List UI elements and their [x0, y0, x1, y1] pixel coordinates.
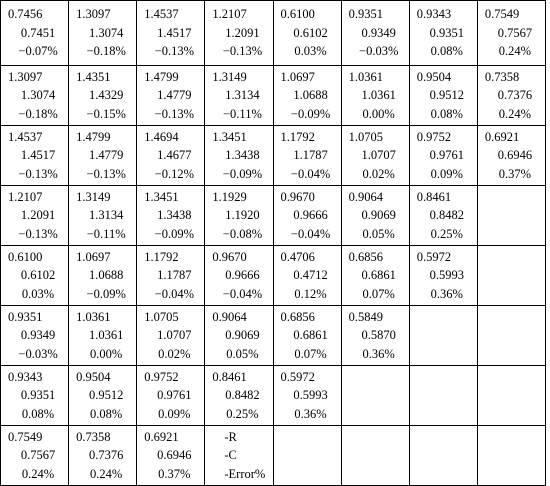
- value-cell: [341, 126, 409, 186]
- error-percent: −0.03%: [359, 44, 399, 59]
- error-percent: −0.04%: [222, 286, 263, 301]
- value-cell: [273, 1, 341, 66]
- c-value: 1.2091: [225, 25, 260, 40]
- r-value: 1.3097: [76, 7, 111, 22]
- r-value: 0.8461: [212, 369, 247, 384]
- legend-r-value: -R: [224, 429, 237, 444]
- value-cell: [137, 366, 205, 426]
- c-value: 0.9512: [89, 388, 124, 403]
- c-value: 1.4517: [157, 25, 192, 40]
- value-cell: [137, 426, 205, 486]
- value-cell: [205, 246, 273, 306]
- error-percent: 0.24%: [498, 44, 532, 59]
- value-cell: [409, 1, 477, 66]
- legend-c-value: -C: [224, 448, 237, 463]
- error-percent: −0.13%: [18, 226, 58, 241]
- c-value: 0.7376: [89, 448, 124, 463]
- r-value: 0.9343: [416, 7, 452, 22]
- r-value: 0.6100: [8, 249, 43, 264]
- value-cell: [205, 66, 273, 126]
- error-percent: −0.12%: [154, 166, 194, 181]
- error-percent: −0.04%: [290, 166, 331, 181]
- r-value: 1.3149: [212, 69, 247, 84]
- value-cell: [205, 1, 273, 66]
- error-percent: −0.13%: [18, 166, 58, 181]
- error-percent: 0.37%: [158, 466, 191, 481]
- c-value: 1.3438: [225, 148, 260, 163]
- value-cell: [1, 126, 69, 186]
- error-percent: 0.09%: [430, 166, 463, 181]
- value-cell: [273, 306, 341, 366]
- c-value: 0.9349: [20, 328, 56, 343]
- c-value: 0.6946: [497, 148, 533, 163]
- error-percent: −0.15%: [86, 106, 126, 121]
- value-cell: [137, 246, 205, 306]
- value-cell: [409, 66, 477, 126]
- c-value: 0.9069: [225, 328, 260, 343]
- empty-cell: [477, 306, 545, 366]
- r-value: 0.9752: [144, 369, 179, 384]
- table-row: [1, 126, 546, 186]
- r-value: 1.4799: [144, 69, 179, 84]
- c-value: 1.3074: [20, 88, 56, 103]
- c-value: 0.7451: [20, 25, 56, 40]
- r-value: 1.3451: [144, 189, 179, 204]
- r-value: 0.6921: [144, 429, 179, 444]
- value-cell: [69, 66, 137, 126]
- r-value: 0.9670: [280, 189, 315, 204]
- table-row: [1, 306, 546, 366]
- value-cell: [1, 186, 69, 246]
- error-percent: −0.09%: [154, 226, 194, 241]
- r-value: 1.4537: [8, 129, 43, 144]
- empty-cell: [409, 366, 477, 426]
- r-value: 0.9351: [8, 309, 43, 324]
- error-percent: −0.04%: [154, 286, 194, 301]
- r-value: 1.3097: [8, 69, 43, 84]
- value-cell: [1, 306, 69, 366]
- r-value: 0.5972: [416, 249, 452, 264]
- c-value: 1.0361: [89, 328, 124, 343]
- r-value: 0.9064: [348, 189, 383, 204]
- error-percent: 0.00%: [90, 346, 123, 361]
- r-value: 0.7358: [76, 429, 111, 444]
- r-value: 1.1792: [280, 129, 315, 144]
- r-value: 1.0705: [348, 129, 383, 144]
- r-value: 0.5972: [280, 369, 315, 384]
- error-percent: 0.24%: [21, 466, 55, 481]
- c-value: 0.5870: [361, 328, 396, 343]
- value-cell: [69, 426, 137, 486]
- value-cell: [205, 126, 273, 186]
- table-row: [1, 186, 546, 246]
- error-percent: 0.08%: [21, 406, 55, 421]
- empty-cell: [341, 366, 409, 426]
- r-value: 0.8461: [416, 189, 452, 204]
- c-value: 1.0688: [293, 88, 328, 103]
- error-percent: 0.08%: [430, 106, 463, 121]
- c-value: 0.8482: [429, 208, 464, 223]
- value-cell: [1, 66, 69, 126]
- error-percent: 0.25%: [430, 226, 463, 241]
- c-value: 1.4517: [20, 148, 56, 163]
- r-value: 1.3149: [76, 189, 111, 204]
- r-value: 1.4351: [76, 69, 111, 84]
- r-value: 0.6100: [280, 7, 315, 22]
- value-cell: [341, 66, 409, 126]
- c-value: 0.5993: [429, 268, 464, 283]
- error-percent: 0.05%: [362, 226, 395, 241]
- r-value: 1.4694: [144, 129, 179, 144]
- r-value: 0.9504: [416, 69, 452, 84]
- c-value: 0.6861: [293, 328, 328, 343]
- empty-cell: [409, 426, 477, 486]
- c-value: 0.7567: [20, 448, 56, 463]
- value-cell: [273, 366, 341, 426]
- error-percent: −0.08%: [222, 226, 263, 241]
- value-cell: [137, 186, 205, 246]
- value-cell: [69, 246, 137, 306]
- r-value: 1.0705: [144, 309, 179, 324]
- r-value: 0.6856: [348, 249, 383, 264]
- value-cell: [273, 66, 341, 126]
- c-value: 1.3134: [225, 88, 260, 103]
- c-value: 0.9761: [157, 388, 192, 403]
- r-value: 1.2107: [212, 7, 247, 22]
- error-percent: −0.09%: [86, 286, 126, 301]
- error-percent: −0.18%: [18, 106, 58, 121]
- r-value: 0.7358: [484, 69, 520, 84]
- value-cell: [137, 126, 205, 186]
- value-cell: [205, 186, 273, 246]
- c-value: 1.2091: [20, 208, 56, 223]
- error-percent: 0.24%: [498, 106, 532, 121]
- empty-cell: [341, 426, 409, 486]
- c-value: 1.3438: [157, 208, 192, 223]
- error-percent: 0.36%: [362, 346, 395, 361]
- value-cell: [409, 246, 477, 306]
- r-value: 1.0361: [76, 309, 111, 324]
- empty-cell: [273, 426, 341, 486]
- value-cell: [69, 1, 137, 66]
- r-value: 1.0697: [280, 69, 315, 84]
- c-value: 0.8482: [225, 388, 260, 403]
- error-percent: 0.25%: [226, 406, 259, 421]
- error-percent: 0.37%: [498, 166, 532, 181]
- c-value: 1.3134: [89, 208, 124, 223]
- value-cell: [1, 426, 69, 486]
- error-percent: 0.08%: [90, 406, 123, 421]
- c-value: 0.4712: [293, 268, 328, 283]
- r-value: 0.6921: [484, 129, 520, 144]
- r-value: 0.9351: [348, 7, 383, 22]
- c-value: 0.5993: [293, 388, 328, 403]
- value-cell: [341, 306, 409, 366]
- error-percent: 0.12%: [294, 286, 327, 301]
- value-cell: [273, 186, 341, 246]
- r-value: 1.4537: [144, 7, 179, 22]
- error-percent: 0.00%: [362, 106, 395, 121]
- error-percent: 0.02%: [158, 346, 191, 361]
- r-value: 1.2107: [8, 189, 43, 204]
- c-value: 0.9349: [361, 25, 396, 40]
- table-row: [1, 66, 546, 126]
- error-percent: −0.13%: [154, 44, 194, 59]
- c-value: 1.4779: [157, 88, 192, 103]
- c-value: 0.6102: [293, 25, 328, 40]
- c-value: 1.4779: [89, 148, 124, 163]
- error-percent: 0.24%: [90, 466, 123, 481]
- c-value: 1.4677: [157, 148, 192, 163]
- c-value: 0.9666: [293, 208, 328, 223]
- error-percent: 0.02%: [362, 166, 395, 181]
- error-percent: 0.36%: [430, 286, 463, 301]
- c-value: 1.0361: [361, 88, 396, 103]
- value-cell: [273, 126, 341, 186]
- r-value: 1.1792: [144, 249, 179, 264]
- c-value: 0.6946: [157, 448, 192, 463]
- c-value: 1.0688: [89, 268, 124, 283]
- empty-cell: [409, 306, 477, 366]
- c-value: 0.7376: [497, 88, 533, 103]
- r-value: 1.0361: [348, 69, 383, 84]
- value-cell: [341, 246, 409, 306]
- c-value: 1.1787: [157, 268, 192, 283]
- error-percent: −0.09%: [222, 166, 263, 181]
- r-value: 0.9343: [8, 369, 43, 384]
- r-value: 0.7549: [8, 429, 43, 444]
- r-value: 0.7456: [8, 7, 43, 22]
- error-percent: 0.07%: [362, 286, 395, 301]
- error-percent: −0.11%: [223, 106, 262, 121]
- table-row: [1, 426, 546, 486]
- error-percent: 0.07%: [294, 346, 327, 361]
- r-value: 1.1929: [212, 189, 247, 204]
- legend-cell: [205, 426, 273, 486]
- value-cell: [409, 126, 477, 186]
- value-cell: [69, 306, 137, 366]
- c-value: 1.3074: [89, 25, 124, 40]
- error-percent: −0.13%: [222, 44, 263, 59]
- c-value: 1.1787: [293, 148, 328, 163]
- value-cell: [477, 1, 545, 66]
- table-row: [1, 246, 546, 306]
- r-value: 0.9504: [76, 369, 111, 384]
- r-value: 1.3451: [212, 129, 247, 144]
- value-cell: [69, 366, 137, 426]
- empty-cell: [477, 246, 545, 306]
- r-value: 1.0697: [76, 249, 111, 264]
- error-percent: −0.07%: [18, 44, 58, 59]
- value-cell: [273, 246, 341, 306]
- empty-cell: [477, 366, 545, 426]
- value-cell: [477, 126, 545, 186]
- c-value: 1.0707: [157, 328, 192, 343]
- c-value: 0.9351: [429, 25, 464, 40]
- c-value: 1.4329: [89, 88, 124, 103]
- r-value: 0.9752: [416, 129, 452, 144]
- legend-error-percent: -Error%: [224, 466, 266, 481]
- empty-cell: [477, 186, 545, 246]
- r-value: 0.9064: [212, 309, 247, 324]
- error-percent: 0.03%: [294, 44, 327, 59]
- value-cell: [1, 366, 69, 426]
- value-cell: [1, 246, 69, 306]
- value-cell: [1, 1, 69, 66]
- c-value: 0.9666: [225, 268, 260, 283]
- error-percent: 0.05%: [226, 346, 259, 361]
- error-percent: 0.36%: [294, 406, 327, 421]
- error-percent: 0.09%: [158, 406, 191, 421]
- error-percent: −0.03%: [18, 346, 58, 361]
- value-cell: [341, 1, 409, 66]
- table-row: [1, 366, 546, 426]
- c-value: 0.6861: [361, 268, 396, 283]
- r-value: 0.6856: [280, 309, 315, 324]
- c-value: 1.0707: [361, 148, 396, 163]
- value-cell: [137, 66, 205, 126]
- r-value: 0.4706: [280, 249, 315, 264]
- value-cell: [137, 306, 205, 366]
- r-value: 0.9670: [212, 249, 247, 264]
- error-percent: 0.08%: [430, 44, 463, 59]
- value-cell: [69, 186, 137, 246]
- error-percent: −0.13%: [86, 166, 126, 181]
- c-value: 0.7567: [497, 25, 533, 40]
- value-cell: [205, 306, 273, 366]
- error-percent: −0.18%: [86, 44, 126, 59]
- error-percent: −0.04%: [290, 226, 331, 241]
- value-cell: [137, 1, 205, 66]
- c-value: 1.1920: [225, 208, 260, 223]
- value-cell: [205, 366, 273, 426]
- r-value: 1.4799: [76, 129, 111, 144]
- value-cell: [409, 186, 477, 246]
- r-value: 0.7549: [484, 7, 520, 22]
- c-value: 0.9351: [20, 388, 56, 403]
- error-percent: −0.09%: [290, 106, 331, 121]
- c-value: 0.9761: [429, 148, 464, 163]
- table-row: [1, 1, 546, 66]
- error-percent: −0.11%: [86, 226, 126, 241]
- value-cell: [341, 186, 409, 246]
- empty-cell: [477, 426, 545, 486]
- value-cell: [477, 66, 545, 126]
- r-value: 0.5849: [348, 309, 383, 324]
- error-percent: −0.13%: [154, 106, 194, 121]
- c-value: 0.9069: [361, 208, 396, 223]
- value-cell: [69, 126, 137, 186]
- error-percent: 0.03%: [21, 286, 55, 301]
- c-value: 0.6102: [20, 268, 56, 283]
- c-value: 0.9512: [429, 88, 464, 103]
